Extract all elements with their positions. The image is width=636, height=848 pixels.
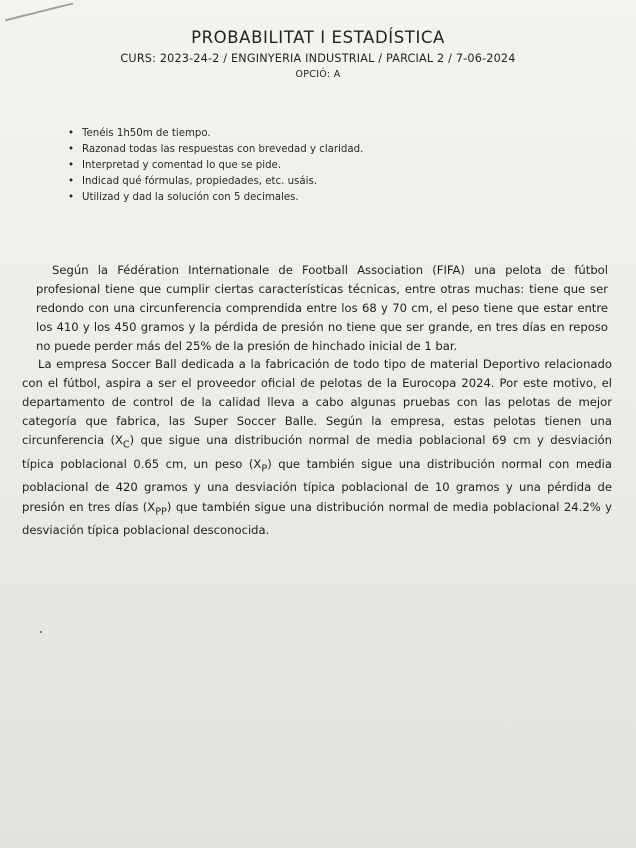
instruction-item: • Interpretad y comentad lo que se pide. [64, 158, 363, 174]
exam-title: PROBABILITAT I ESTADÍSTICA [191, 28, 445, 47]
statement-text: ) que sigue una distribución normal de media poblacional 69 cm y desviación típica poblacional 0.65 cm, un peso (X [22, 433, 612, 471]
problem-intro-paragraph: Según la Fédération Internationale de Football Association (FIFA) una pelota de fútbol profesional tiene que cumplir ciertas características técnicas, entre otras muchas: tiene que ser redondo con una circunferencia comprendida entre los 68 y 70 cm, el peso tiene que estar entre los 410 y los 450 gramos y la pérdida de presión no tiene que ser grande, en tres días en reposo no puede perder más del 25% de la presión de hinchado inicial de 1 bar. [36, 262, 608, 354]
problem-statement-paragraph [22, 355, 612, 541]
statement-text: La empresa Soccer Ball dedicada a la fabricación de todo tipo de material Deportivo relacionado con el fútbol, aspira a ser el proveedor oficial de pelotas de la Eurocopa 2024. Por este motivo, el departamento de control de la calidad lleva a cabo algunas pruebas con las pelotas de mejor categoría que fabrica, las Super Soccer Balle. Según la empresa, estas pelotas tienen una circunferencia (X [22, 356, 612, 448]
page-corner-shadow [0, 0, 73, 21]
exam-option: OPCIÓ: A [295, 69, 341, 80]
variable-subscript: PP [155, 505, 167, 517]
paper-speck [40, 631, 42, 633]
instruction-item: • Razonad todas las respuestas con brevedad y claridad. [64, 142, 363, 158]
instruction-item: • Tenéis 1h50m de tiempo. [64, 126, 363, 142]
statement-text: ) que también sigue una distribución normal con media poblacional de 420 gramos y una desviación típica poblacional de 10 gramos y una pérdida de presión en tres días (X [22, 456, 612, 514]
variable-subscript: C [122, 439, 130, 451]
exam-subtitle: CURS: 2023-24-2 / ENGINYERIA INDUSTRIAL / PARCIAL 2 / 7-06-2024 [120, 52, 516, 65]
instruction-item: • Indicad qué fórmulas, propiedades, etc. usáis. [64, 174, 363, 190]
variable-subscript: P [261, 463, 268, 475]
instructions-list [64, 126, 363, 206]
instruction-item: • Utilizad y dad la solución con 5 decimales. [64, 190, 363, 206]
statement-text: ) que también sigue una distribución normal de media poblacional 24.2% y desviación típica poblacional desconocida. [22, 499, 612, 538]
